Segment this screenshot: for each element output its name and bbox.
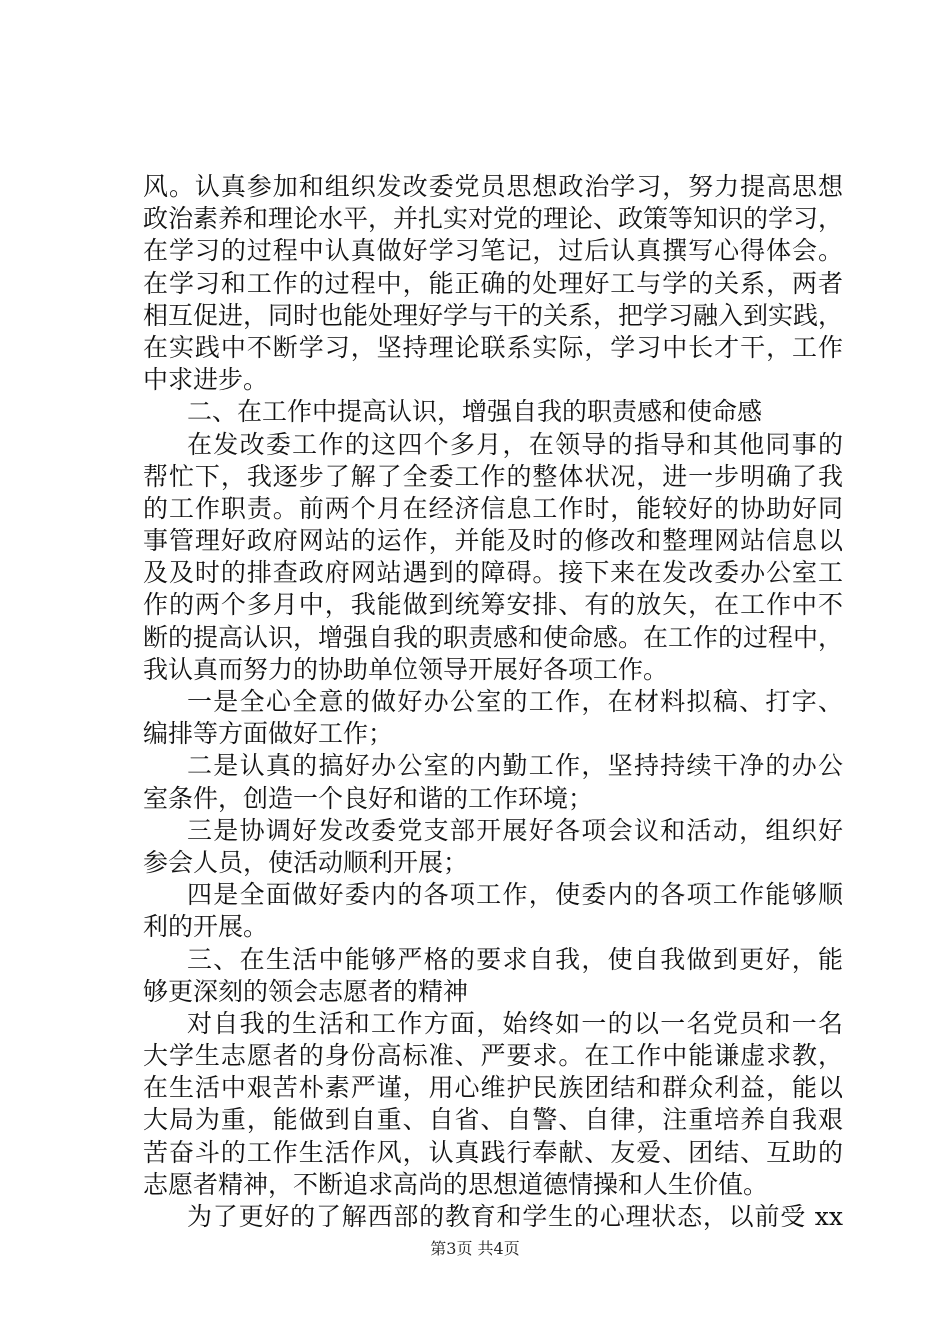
text-line: 利的开展。 <box>143 912 269 942</box>
text-line: 的工作职责。前两个月在经济信息工作时，能较好的协助好同 <box>143 493 843 523</box>
text-line: 断的提高认识，增强自我的职责感和使命感。在工作的过程中， <box>143 622 844 652</box>
text-line: 作的两个多月中，我能做到统筹安排、有的放矢，在工作中不 <box>143 590 843 620</box>
text-line: 对自我的生活和工作方面，始终如一的以一名党员和一名 <box>187 1008 843 1038</box>
text-line: 四是全面做好委内的各项工作，使委内的各项工作能够顺 <box>187 880 843 910</box>
text-line: 在学习和工作的过程中，能正确的处理好工与学的关系，两者 <box>143 268 843 298</box>
text-line: 中求进步。 <box>143 365 269 395</box>
text-line: 为了更好的了解西部的教育和学生的心理状态，以前受 xx <box>187 1202 843 1231</box>
text-line: 三是协调好发改委党支部开展好各项会议和活动，组织好 <box>187 815 843 845</box>
text-line: 大局为重，能做到自重、自省、自警、自律，注重培养自我艰 <box>143 1105 843 1135</box>
section-heading: 够更深刻的领会志愿者的精神 <box>143 976 469 1006</box>
text-line: 室条件，创造一个良好和谐的工作环境； <box>143 783 594 813</box>
text-line: 编排等方面做好工作； <box>143 719 394 749</box>
page-number: 第3页 共4页 <box>430 1239 520 1258</box>
text-line: 一是全心全意的做好办公室的工作，在材料拟稿、打字、 <box>187 687 843 716</box>
text-line: 大学生志愿者的身份高标准、严要求。在工作中能谦虚求教， <box>143 1041 843 1071</box>
text-line: 在学习的过程中认真做好学习笔记，过后认真撰写心得体会。 <box>143 236 843 266</box>
text-line: 在实践中不断学习，坚持理论联系实际，学习中长才干，工作 <box>143 332 843 362</box>
text-line: 志愿者精神，不断追求高尚的思想道德情操和人生价值。 <box>143 1169 769 1199</box>
text-line: 政治素养和理论水平，并扎实对党的理论、政策等知识的学习， <box>143 204 844 234</box>
text-line: 事管理好政府网站的运作，并能及时的修改和整理网站信息以 <box>143 526 843 556</box>
section-heading: 二、在工作中提高认识，增强自我的职责感和使命感 <box>187 397 763 427</box>
text-line: 二是认真的搞好办公室的内勤工作，坚持持续干净的办公 <box>187 751 843 781</box>
text-line: 苦奋斗的工作生活作风，认真践行奉献、友爱、团结、互助的 <box>143 1137 843 1167</box>
section-heading: 三、在生活中能够严格的要求自我，使自我做到更好，能 <box>187 944 843 974</box>
text-line: 及及时的排查政府网站遇到的障碍。接下来在发改委办公室工 <box>143 558 843 588</box>
text-line: 在发改委工作的这四个多月，在领导的指导和其他同事的 <box>187 429 843 459</box>
text-line: 参会人员，使活动顺利开展； <box>143 847 469 877</box>
text-line: 我认真而努力的协助单位领导开展好各项工作。 <box>143 654 669 684</box>
text-line: 帮忙下，我逐步了解了全委工作的整体状况，进一步明确了我 <box>143 461 843 491</box>
text-line: 相互促进，同时也能处理好学与干的关系，把学习融入到实践， <box>143 300 844 330</box>
text-line: 风。认真参加和组织发改委党员思想政治学习，努力提高思想 <box>143 172 843 201</box>
text-line: 在生活中艰苦朴素严谨，用心维护民族团结和群众利益，能以 <box>143 1073 843 1103</box>
document-body <box>143 171 843 1233</box>
